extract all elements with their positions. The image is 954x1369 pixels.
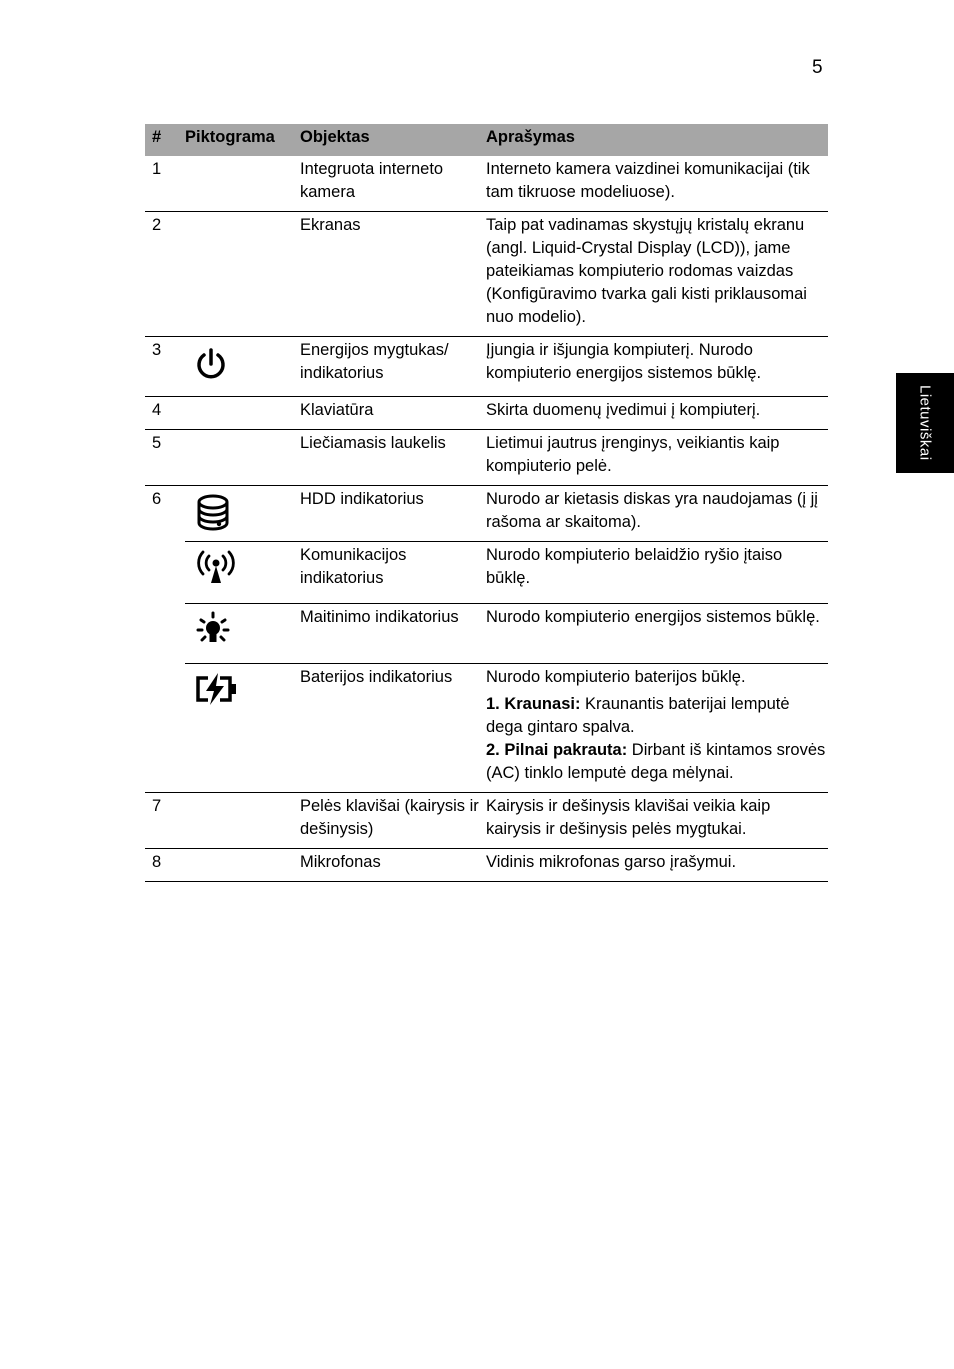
row-description: Vidinis mikrofonas garso įrašymui. [480,849,828,882]
status-label: 1. Kraunasi: [486,695,581,713]
table-row [145,486,828,542]
row-item: Baterijos indikatorius [299,664,480,793]
row-item: Energijos mygtukas/ indikatorius [299,337,480,397]
row-item: Mikrofonas [299,849,480,882]
row-icon-cell [185,212,299,337]
row-number [145,604,185,664]
row-item: Klaviatūra [299,397,480,430]
hdd-icon [195,494,231,532]
row-number: 5 [145,430,185,486]
row-number: 7 [145,793,185,849]
page-number: 5 [812,57,823,78]
table-row [145,604,828,664]
power-icon [193,347,229,383]
table-row [145,664,828,793]
row-icon-cell [185,849,299,882]
row-description: Įjungia ir išjungia kompiuterį. Nurodo kompiuterio energijos sistemos būklę. [480,337,828,397]
row-item: Ekranas [299,212,480,337]
row-icon-cell [185,430,299,486]
header-icon: Piktograma [185,124,299,156]
row-description-intro: Nurodo kompiuterio baterijos būklę. [486,668,746,686]
row-number: 6 [152,490,162,508]
status-text: Dirbant iš kintamos srovės (AC) tinklo lemputė dega mėlynai. [486,741,826,782]
table-row [145,212,828,337]
header-description: Aprašymas [480,124,828,156]
row-icon-cell [185,793,299,849]
row-icon-cell [185,604,299,664]
row-icon-cell [185,337,299,397]
language-side-tab-label: Lietuviškai [916,385,934,461]
row-description: Nurodo kompiuterio belaidžio ryšio įtaiso būklę. [480,542,828,604]
row-description: Interneto kamera vaizdinei komunikacijai (tik tam tikruose modeliuose). [480,156,828,212]
table-row [145,849,828,882]
row-number: 3 [145,337,185,397]
row-number [145,664,185,793]
row-description: Kairysis ir dešinysis klavišai veikia kaip kairysis ir dešinysis pelės mygtukai. [480,793,828,849]
row-number: 1 [145,156,185,212]
header-number: # [145,124,185,156]
row-description: Taip pat vadinamas skystųjų kristalų ekranu (angl. Liquid-Crystal Display (LCD)), jame pateikiamas kompiuterio rodomas vaizdas (Konfigūravimo tvarka gali kisti priklausomai nuo modelio). [480,212,828,337]
row-icon-cell [185,664,299,793]
row-number: 8 [145,849,185,882]
status-text: Kraunantis baterijai lemputė dega gintaro spalva. [486,695,790,736]
row-icon-cell [185,397,299,430]
status-label: 2. Pilnai pakrauta: [486,741,628,759]
row-item: HDD indikatorius [299,486,480,542]
row-number: 4 [145,397,185,430]
row-description: Lietimui jautrus įrenginys, veikiantis kaip kompiuterio pelė. [480,430,828,486]
status-fully-charged [486,739,828,785]
row-item: Maitinimo indikatorius [299,604,480,664]
table-row [145,397,828,430]
table-row [145,542,828,604]
wireless-icon [193,550,239,586]
table-header-row [145,124,828,156]
row-icon-cell [185,156,299,212]
table-row [145,793,828,849]
language-side-tab [896,373,954,473]
row-item: Liečiamasis laukelis [299,430,480,486]
row-description: Nurodo ar kietasis diskas yra naudojamas (į jį rašoma ar skaitoma). [480,486,828,542]
row-description: Nurodo kompiuterio energijos sistemos būklę. [480,604,828,664]
row-icon-cell [185,486,299,542]
row-number [145,542,185,604]
table-row [145,430,828,486]
table-row [145,156,828,212]
header-item: Objektas [299,124,480,156]
row-description: Skirta duomenų įvedimui į kompiuterį. [480,397,828,430]
row-item: Komunikacijos indikatorius [299,542,480,604]
status-charging [486,693,828,739]
battery-icon [193,672,239,706]
table-row [145,337,828,397]
power-light-icon [193,610,233,650]
row-number: 2 [145,212,185,337]
row-item: Integruota interneto kamera [299,156,480,212]
row-item: Pelės klavišai (kairysis ir dešinysis) [299,793,480,849]
row-description [480,664,828,793]
row-icon-cell [185,542,299,604]
components-table [145,124,828,882]
